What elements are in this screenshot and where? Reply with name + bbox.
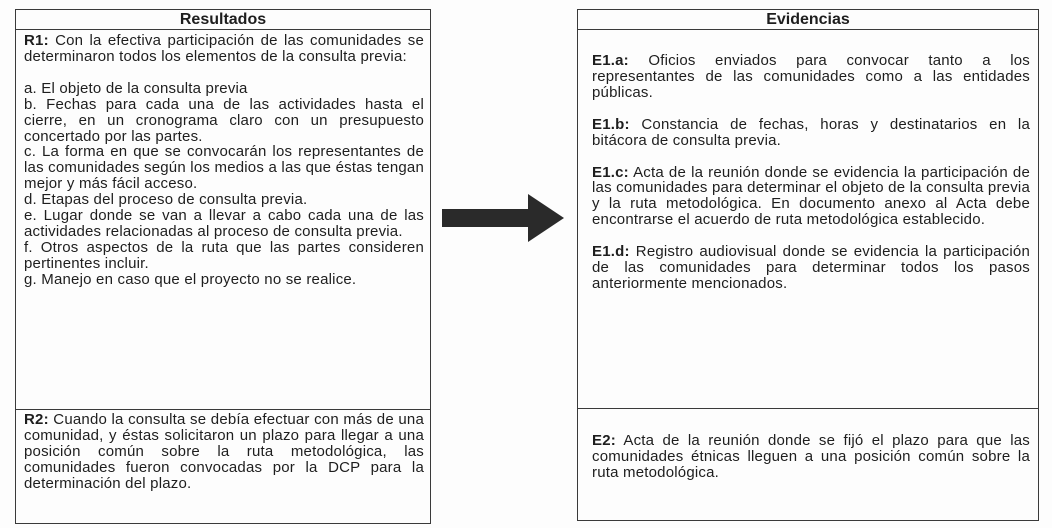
e1c-label: E1.c: (592, 163, 629, 181)
r1-label: R1: (24, 32, 49, 49)
r1-item-g: g. Manejo en caso que el proyecto no se realice. (24, 270, 357, 288)
evidencias-header: Evidencias (578, 10, 1038, 30)
e2-text: Acta de la reunión donde se fijó el plazo para que las comunidades étnicas lleguen a una posición común sobre la ruta metodológica. (592, 432, 1030, 481)
r2-paragraph (24, 412, 424, 492)
r1-intro (24, 33, 424, 65)
e1a-paragraph (592, 53, 1030, 101)
e1b-label: E1.b: (592, 115, 630, 133)
e1d-paragraph (592, 244, 1030, 292)
r1-item-c: c. La forma en que se convocarán los representantes de las comunidades según los medios a las que éstas tengan mejor y más fácil acceso. (24, 143, 424, 193)
spacer (24, 65, 424, 81)
e1b-paragraph (592, 117, 1030, 149)
r1-item-d: d. Etapas del proceso de consulta previa. (24, 191, 308, 209)
e1c-paragraph (592, 165, 1030, 229)
right-arrow-icon (442, 194, 564, 242)
result-r2-cell (16, 410, 430, 492)
evidence-e1-cell (578, 30, 1038, 409)
r1-item-a: a. El objeto de la consulta previa (24, 79, 248, 97)
r1-intro-text: Con la efectiva participación de las comunidades se determinaron todos los elementos de la consulta previa: (24, 32, 424, 65)
r2-label: R2: (24, 411, 49, 428)
e2-label: E2: (592, 432, 616, 449)
r2-text: Cuando la consulta se debía efectuar con más de una comunidad, y éstas solicitaron un plazo para llegar a una posición común sobre la ruta metodológica, las comunidades fueron convocadas por la DCP para la determinación del plazo. (24, 411, 424, 492)
evidencias-table (577, 9, 1039, 521)
arrow-shape (442, 194, 564, 242)
e1d-label: E1.d: (592, 243, 630, 261)
e2-paragraph (592, 433, 1030, 481)
result-r1-cell (16, 30, 430, 410)
e1a-text: Oficios enviados para convocar tanto a los representantes de las comunidades como a las entidades públicas. (592, 52, 1030, 101)
resultados-header: Resultados (16, 10, 430, 30)
e1b-text: Constancia de fechas, horas y destinatarios en la bitácora de consulta previa. (592, 115, 1031, 149)
evidence-e2-cell (578, 409, 1038, 481)
r1-item-f: f. Otros aspectos de la ruta que las partes consideren pertinentes incluir. (24, 238, 424, 272)
resultados-table (15, 9, 431, 524)
r1-item-e: e. Lugar donde se van a llevar a cabo cada una de las actividades relacionadas al proceso de consulta previa. (24, 207, 424, 240)
r1-item-b: b. Fechas para cada una de las actividades hasta el cierre, en un cronograma claro con un presupuesto concertado por las partes. (24, 95, 424, 145)
e1d-text: Registro audiovisual donde se evidencia la participación de las comunidades para determinar todos los pasos anteriormente mencionados. (592, 243, 1030, 292)
e1c-text: Acta de la reunión donde se evidencia la participación de las comunidades para determinar el objeto de la consulta previa y la ruta metodológica. En documento anexo al Acta debe encontrarse el acuerdo de ruta metodológica establecido. (592, 163, 1030, 229)
e1a-label: E1.a: (592, 52, 629, 69)
